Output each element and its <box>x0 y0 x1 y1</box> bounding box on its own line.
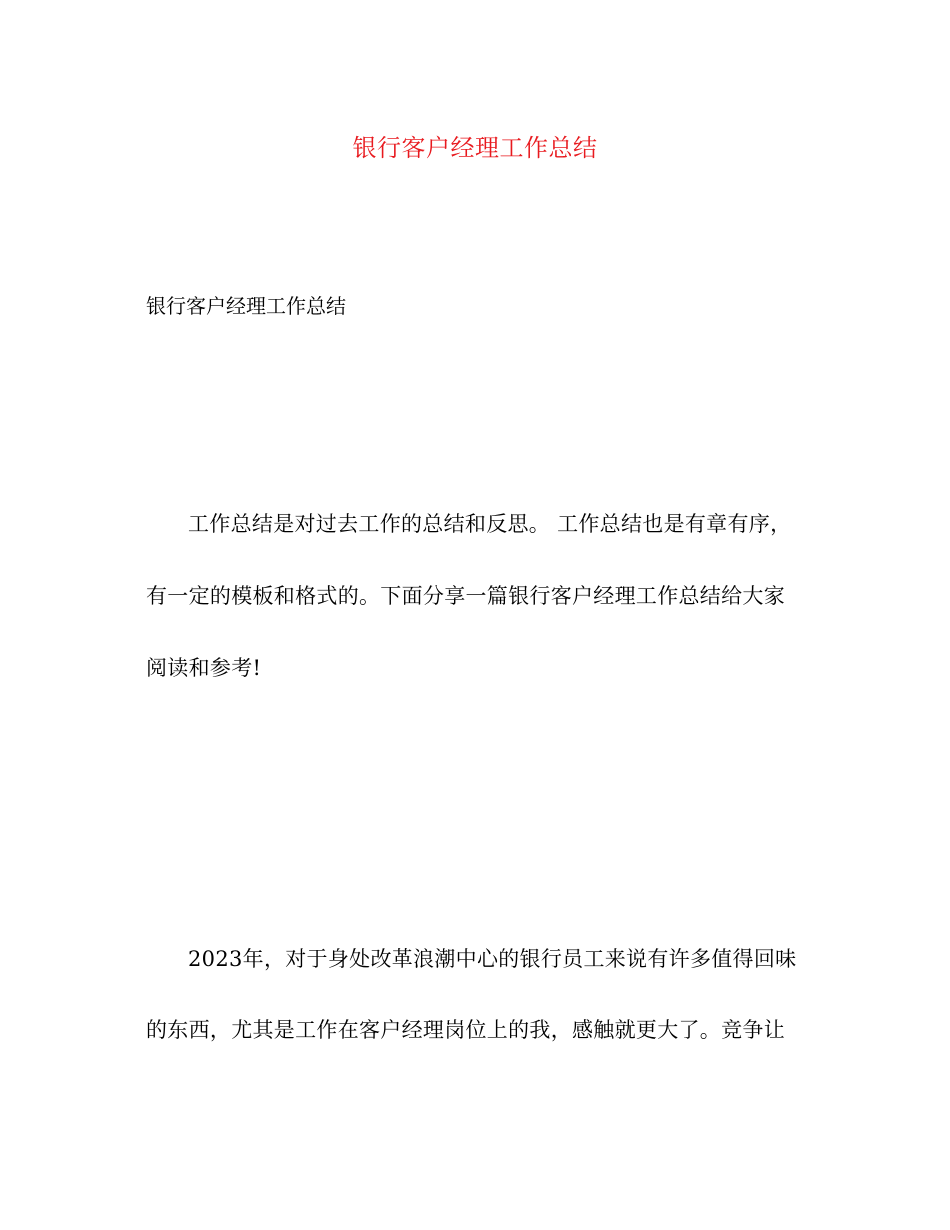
document-title: 银行客户经理工作总结 <box>352 134 598 162</box>
document-subtitle: 银行客户经理工作总结 <box>146 294 346 318</box>
paragraph-line: 的东西，尤其是工作在客户经理岗位上的我，感触就更大了。竞争让 <box>146 1018 785 1042</box>
paragraph-line: 工作总结是对过去工作的总结和反思。 工作总结也是有章有序， <box>188 512 792 536</box>
paragraph-line: 有一定的模板和格式的。下面分享一篇银行客户经理工作总结给大家 <box>146 584 785 608</box>
paragraph-line: 阅读和参考! <box>146 656 262 680</box>
paragraph-line: 2023年，对于身处改革浪潮中心的银行员工来说有许多值得回味 <box>188 947 797 971</box>
